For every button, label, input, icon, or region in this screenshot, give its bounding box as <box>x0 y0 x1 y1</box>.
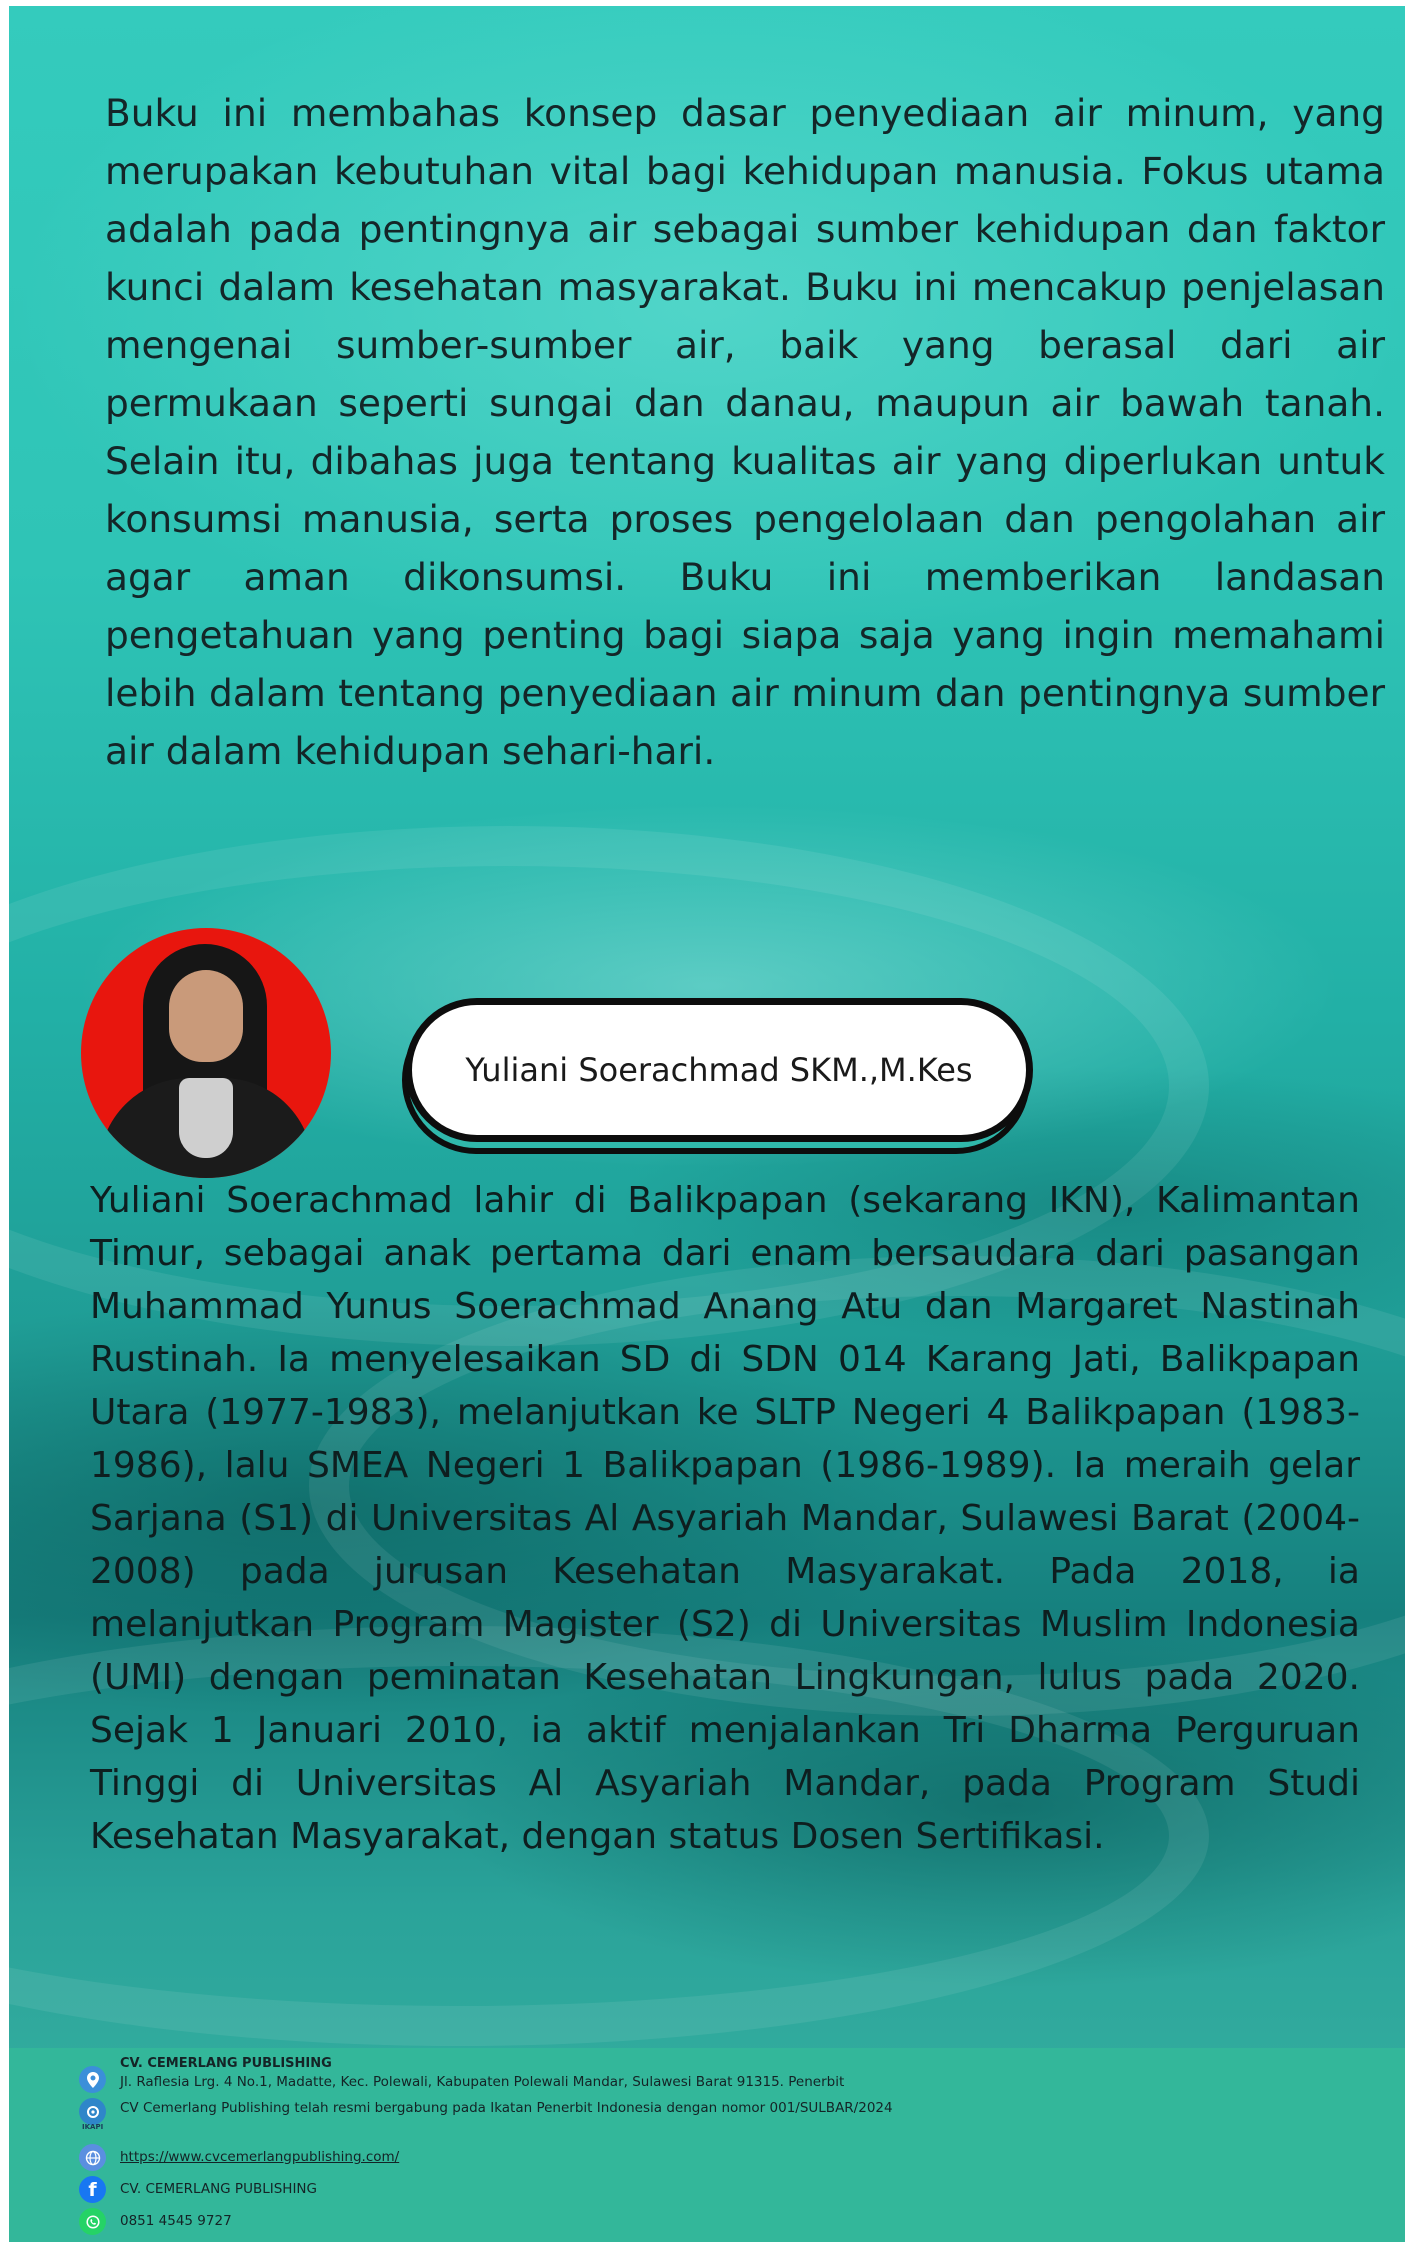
globe-icon <box>79 2144 106 2171</box>
facebook-row <box>79 2176 317 2203</box>
whatsapp-icon <box>79 2208 106 2235</box>
facebook-page-name: CV. CEMERLANG PUBLISHING <box>120 2181 317 2197</box>
facebook-icon: f <box>79 2176 106 2203</box>
author-name: Yuliani Soerachmad SKM.,M.Kes <box>465 1051 973 1089</box>
phone-row <box>79 2208 232 2235</box>
publisher-footer <box>9 2048 1405 2242</box>
book-synopsis: Buku ini membahas konsep dasar penyediaan air minum, yang merupakan kebutuhan vital bagi kehidupan manusia. Fokus utama adalah pada pentingnya air sebagai sumber kehidupan dan faktor kunci dalam kesehatan masyarakat. Buku ini mencakup penjelasan mengenai sumber-sumber air, baik yang berasal dari air permukaan seperti sungai dan danau, maupun air bawah tanah. Selain itu, dibahas juga tentang kualitas air yang diperlukan untuk konsumsi manusia, serta proses pengelolaan dan pengolahan air agar aman dikonsumsi. Buku ini memberikan landasan pengetahuan yang penting bagi siapa saja yang ingin memahami lebih dalam tentang penyediaan air minum dan pentingnya sumber air dalam kehidupan sehari-hari. <box>105 91 1385 773</box>
publisher-address-row <box>79 2056 844 2093</box>
author-name-badge <box>405 998 1033 1142</box>
publisher-membership: CV Cemerlang Publishing telah resmi bergabung pada Ikatan Penerbit Indonesia dengan nomor 001/SULBAR/2024 <box>120 2100 893 2116</box>
ikapi-logo-icon <box>79 2098 106 2125</box>
location-icon <box>79 2066 106 2093</box>
website-row <box>79 2144 399 2171</box>
publisher-address: Jl. Raflesia Lrg. 4 No.1, Madatte, Kec. Polewali, Kabupaten Polewali Mandar, Sulawesi Barat 91315. Penerbit <box>120 2074 845 2090</box>
phone-number: 0851 4545 9727 <box>120 2213 232 2229</box>
author-photo <box>81 928 331 1178</box>
publisher-membership-row <box>79 2098 905 2125</box>
back-cover <box>9 6 1405 2242</box>
publisher-name: CV. CEMERLANG PUBLISHING <box>120 2056 332 2071</box>
website-link[interactable]: https://www.cvcemerlangpublishing.com/ <box>120 2149 400 2165</box>
ikapi-label: IKAPI <box>82 2123 104 2131</box>
author-biography: Yuliani Soerachmad lahir di Balikpapan (sekarang IKN), Kalimantan Timur, sebagai anak pertama dari enam bersaudara dari pasangan Muhammad Yunus Soerachmad Anang Atu dan Margaret Nastinah Rustinah. Ia menyelesaikan SD di SDN 014 Karang Jati, Balikpapan Utara (1977-1983), melanjutkan ke SLTP Negeri 4 Balikpapan (1983-1986), lalu SMEA Negeri 1 Balikpapan (1986-1989). Ia meraih gelar Sarjana (S1) di Universitas Al Asyariah Mandar, Sulawesi Barat (2004-2008) pada jurusan Kesehatan Masyarakat. Pada 2018, ia melanjutkan Program Magister (S2) di Universitas Muslim Indonesia (UMI) dengan peminatan Kesehatan Lingkungan, lulus pada 2020. Sejak 1 Januari 2010, ia aktif menjalankan Tri Dharma Perguruan Tinggi di Universitas Al Asyariah Mandar, pada Program Studi Kesehatan Masyarakat, dengan status Dosen Sertifikasi. <box>90 1180 1360 1857</box>
